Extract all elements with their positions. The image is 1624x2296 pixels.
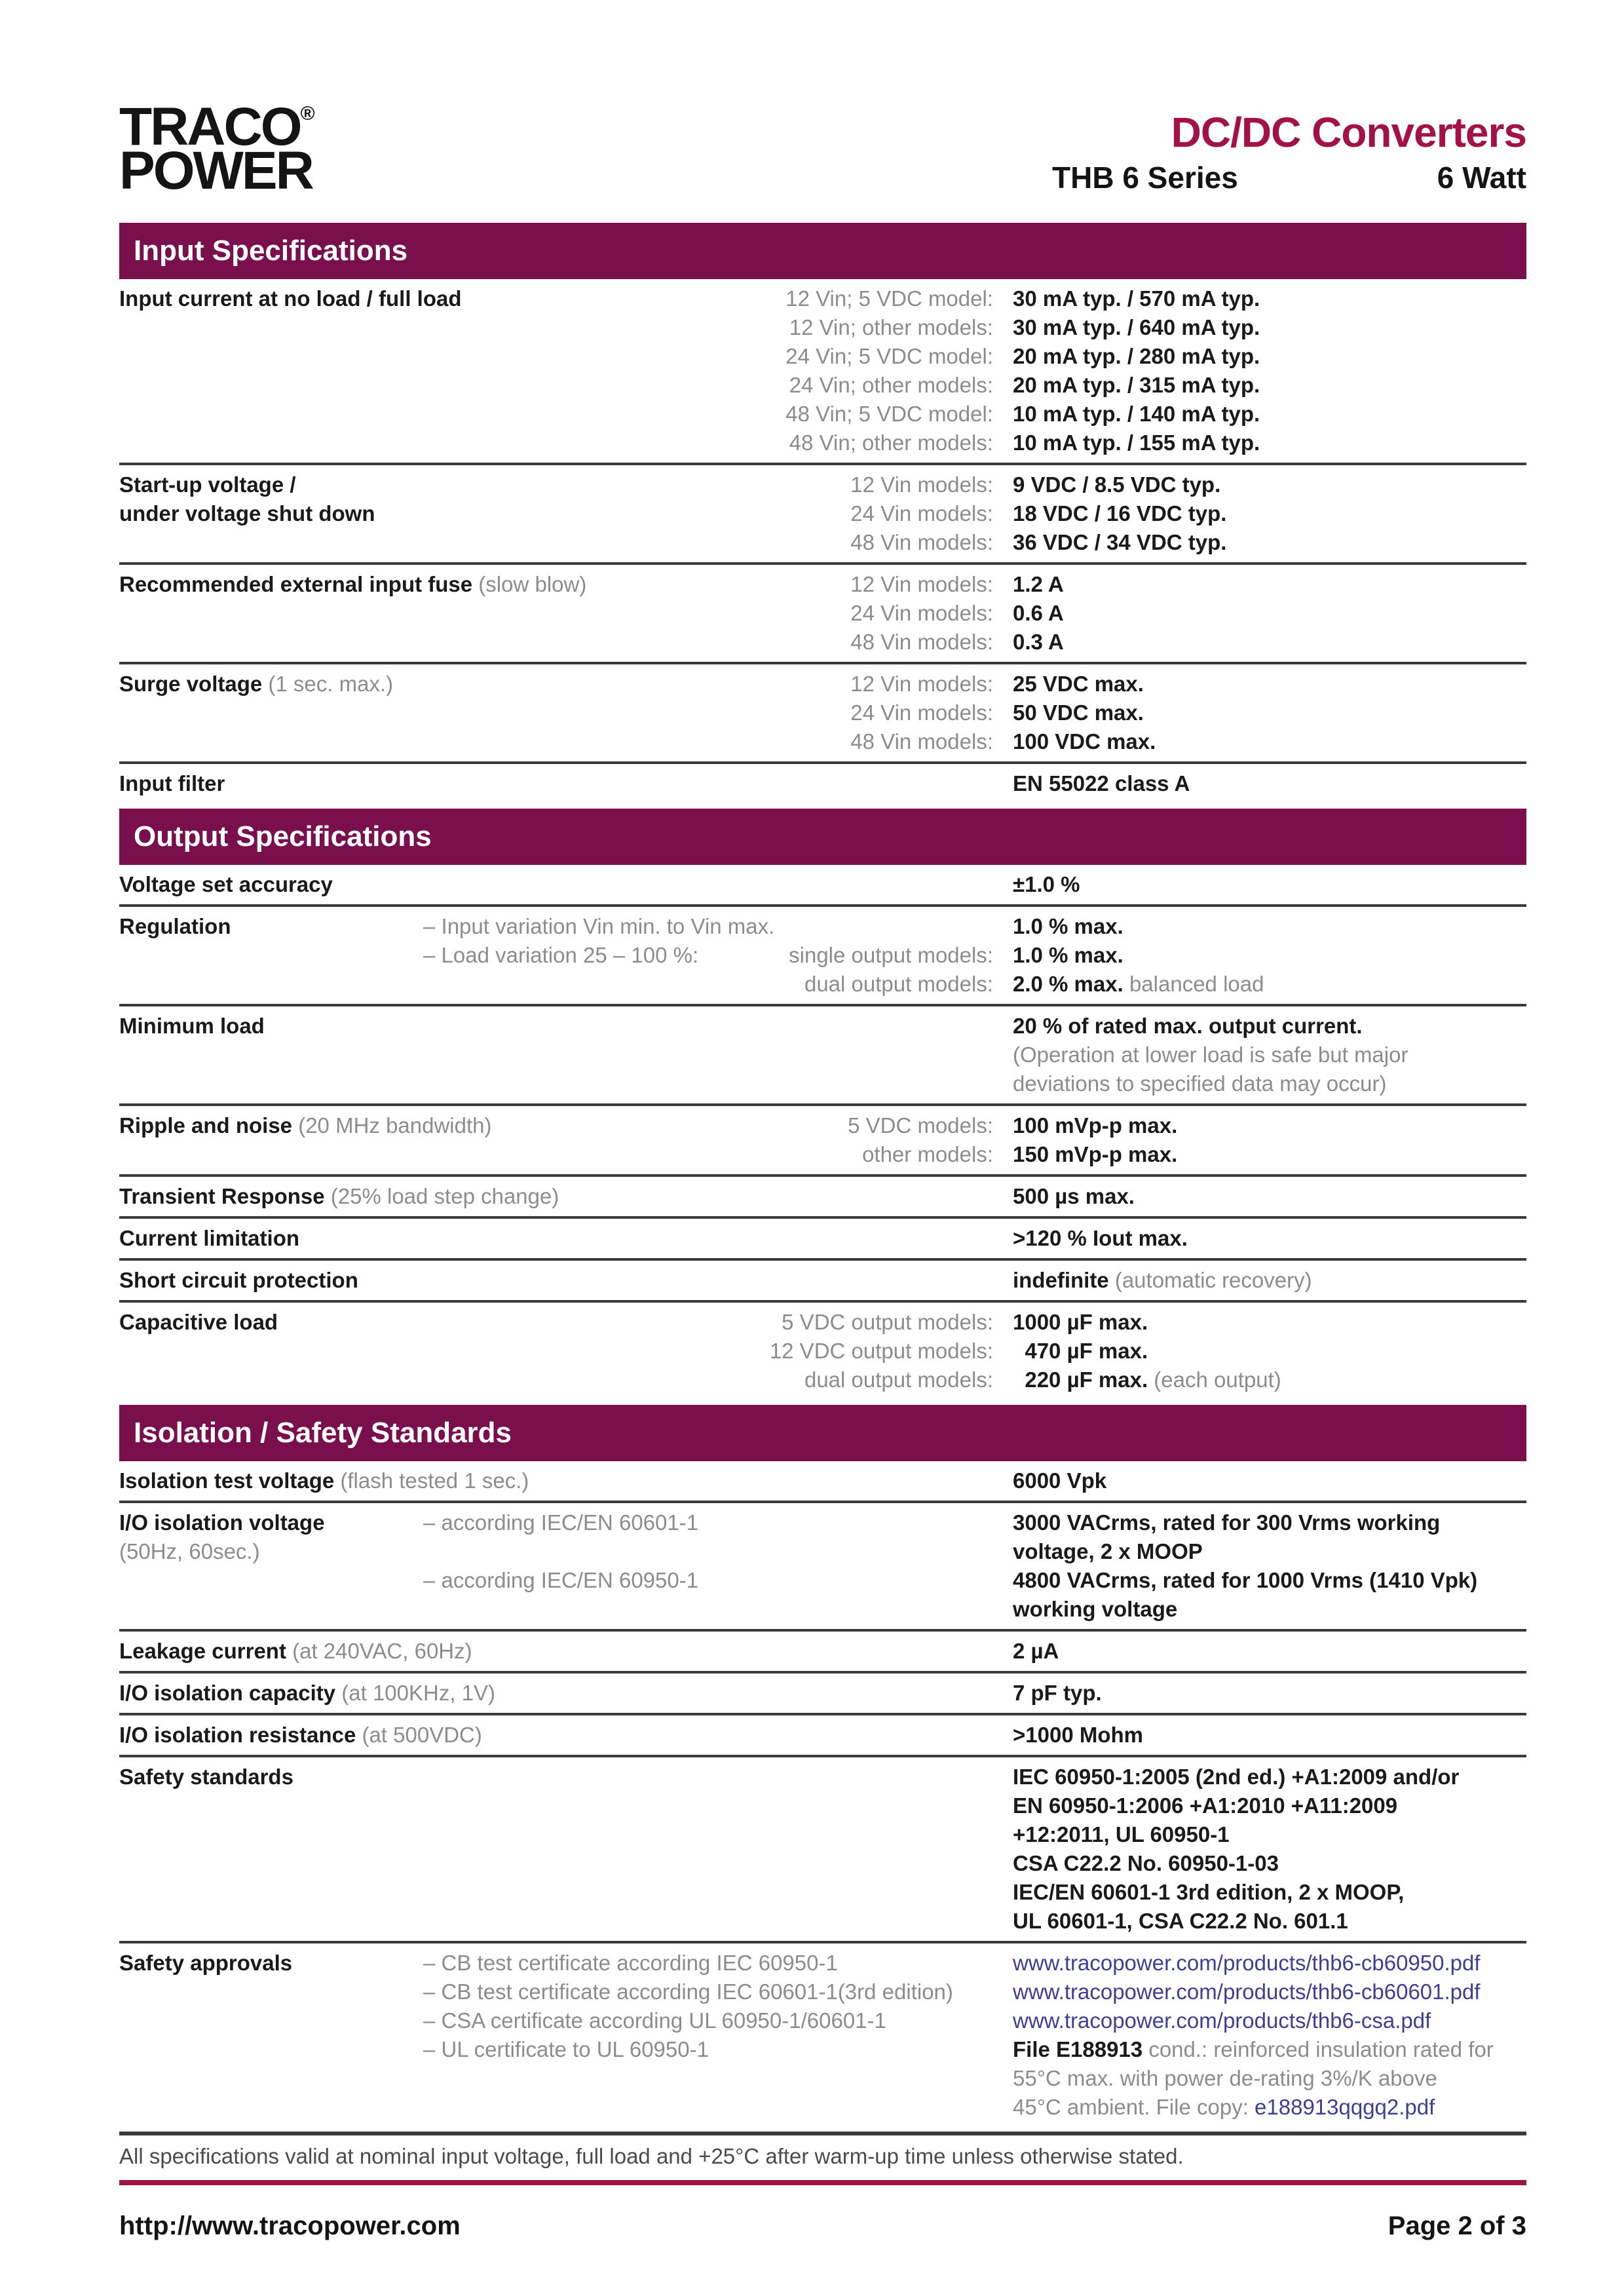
spec-line-left (423, 342, 993, 371)
spec-lines (423, 1224, 1526, 1253)
condition-label: – CB test certificate according IEC 60950-1 (423, 1951, 838, 1975)
page-bottom (119, 2132, 1526, 2241)
spec-value: CSA C22.2 No. 60950-1-03 (1013, 1851, 1279, 1875)
condition-label: – Load variation 25 – 100 %: (423, 943, 699, 967)
spec-line-left (423, 470, 993, 499)
spec-lines (423, 1508, 1526, 1624)
spec-row (119, 1106, 1526, 1177)
spec-line (423, 769, 1526, 798)
spec-line (423, 1012, 1526, 1041)
spec-value: 30 mA typ. / 640 mA typ. (1013, 315, 1260, 339)
spec-value: (Operation at lower load is safe but major (1013, 1043, 1408, 1067)
spec-line (423, 970, 1526, 999)
spec-line-left (423, 528, 993, 557)
spec-value: 25 VDC max. (1013, 672, 1144, 696)
spec-lines (423, 1466, 1526, 1495)
spec-label-line: Leakage current (at 240VAC, 60Hz) (119, 1639, 472, 1663)
spec-line-left (423, 1140, 993, 1169)
spec-value: 7 pF typ. (1013, 1681, 1102, 1705)
spec-line-left (423, 970, 993, 999)
spec-line-left (423, 670, 993, 698)
spec-label (119, 1111, 492, 1140)
spec-line-left (423, 400, 993, 429)
spec-line (423, 1069, 1526, 1098)
spec-line-left (423, 1366, 993, 1394)
spec-value: EN 60950-1:2006 +A1:2010 +A11:2009 (1013, 1793, 1398, 1818)
spec-value: 500 µs max. (1013, 1184, 1135, 1208)
spec-label (119, 470, 423, 528)
spec-value (1013, 1978, 1526, 2006)
spec-line-left (423, 912, 993, 941)
logo-line-power: POWER (119, 141, 312, 201)
spec-line (423, 342, 1526, 371)
spec-row (119, 1632, 1526, 1674)
spec-value: 55°C max. with power de-rating 3%/K above (1013, 2066, 1437, 2090)
spec-line-left (423, 570, 993, 599)
spec-value: 45°C ambient. File copy: e188913qqgq2.pdf (1013, 2095, 1435, 2119)
spec-label (119, 1182, 559, 1211)
spec-line-left (423, 499, 993, 528)
spec-value (1013, 1949, 1526, 1978)
condition-label: – according IEC/EN 60950-1 (423, 1568, 699, 1592)
spec-label (119, 1721, 482, 1750)
spec-line-left (423, 1949, 993, 1978)
wattage: 6 Watt (1437, 161, 1526, 195)
spec-value: ±1.0 % (1013, 872, 1080, 896)
spec-row (119, 1715, 1526, 1757)
spec-label (119, 1637, 472, 1666)
model-label: 24 Vin; 5 VDC model: (785, 344, 993, 368)
spec-line-left (423, 1308, 993, 1337)
link[interactable]: www.tracopower.com/products/thb6-cb60950.pdf (1013, 1951, 1481, 1975)
spec-lines (423, 1111, 1526, 1169)
spec-label (119, 1466, 529, 1495)
spec-lines (423, 1182, 1526, 1211)
spec-value: IEC 60950-1:2005 (2nd ed.) +A1:2009 and/or (1013, 1765, 1460, 1789)
spec-value: 150 mVp-p max. (1013, 1142, 1178, 1166)
spec-lines (423, 912, 1526, 999)
model-label: 48 Vin; other models: (789, 430, 993, 455)
spec-value: 36 VDC / 34 VDC typ. (1013, 530, 1227, 554)
spec-line (423, 1849, 1526, 1878)
spec-line (423, 941, 1526, 970)
spec-lines (423, 1637, 1526, 1666)
model-label: other models: (862, 1142, 993, 1166)
spec-label-line: Ripple and noise (20 MHz bandwidth) (119, 1113, 492, 1138)
spec-lines (423, 1949, 1526, 2122)
spec-value: 50 VDC max. (1013, 700, 1144, 725)
spec-line-left (423, 1566, 993, 1595)
spec-label-line: Transient Response (25% load step change) (119, 1184, 559, 1208)
model-label: dual output models: (804, 1368, 993, 1392)
spec-row (119, 1757, 1526, 1943)
spec-row (119, 664, 1526, 764)
spec-value: 0.6 A (1013, 601, 1064, 625)
spec-value: indefinite (automatic recovery) (1013, 1268, 1312, 1292)
spec-line (423, 1508, 1526, 1537)
spec-line-left (423, 2035, 993, 2064)
spec-value: 0.3 A (1013, 630, 1064, 654)
spec-row (119, 1461, 1526, 1503)
spec-row (119, 865, 1526, 907)
spec-value (1013, 2006, 1526, 2035)
spec-label (119, 670, 423, 698)
spec-line (423, 912, 1526, 941)
spec-value: EN 55022 class A (1013, 771, 1190, 795)
spec-label (119, 284, 462, 313)
spec-line-left (423, 2006, 993, 2035)
spec-line (423, 1721, 1526, 1750)
spec-label-line: Minimum load (119, 1014, 265, 1038)
spec-label-line: Current limitation (119, 1226, 300, 1250)
spec-value: 100 mVp-p max. (1013, 1113, 1178, 1138)
spec-lines (423, 1308, 1526, 1394)
spec-line (423, 1266, 1526, 1295)
spec-value: 20 % of rated max. output current. (1013, 1014, 1363, 1038)
spec-label-line: Start-up voltage / (119, 472, 296, 497)
spec-line (423, 1679, 1526, 1708)
spec-lines (423, 570, 1526, 657)
spec-value: 1.0 % max. (1013, 914, 1124, 938)
model-label: 24 Vin models: (850, 601, 993, 625)
spec-label-line: Safety standards (119, 1765, 293, 1789)
spec-line-left (423, 628, 993, 657)
spec-label (119, 570, 587, 599)
spec-sections (119, 223, 1526, 2127)
spec-line (423, 1182, 1526, 1211)
model-label: dual output models: (804, 972, 993, 996)
spec-value: UL 60601-1, CSA C22.2 No. 601.1 (1013, 1909, 1348, 1933)
spec-line (423, 470, 1526, 499)
condition-label: – Input variation Vin min. to Vin max. (423, 914, 775, 938)
spec-value: 10 mA typ. / 155 mA typ. (1013, 430, 1260, 455)
spec-line (423, 628, 1526, 657)
spec-value: 9 VDC / 8.5 VDC typ. (1013, 472, 1221, 497)
title-block (1052, 105, 1526, 195)
page-header (119, 97, 1526, 201)
spec-value: 10 mA typ. / 140 mA typ. (1013, 402, 1260, 426)
model-label: 24 Vin models: (850, 501, 993, 526)
spec-line (423, 313, 1526, 342)
spec-label-line: Voltage set accuracy (119, 872, 333, 896)
spec-value: 18 VDC / 16 VDC typ. (1013, 501, 1227, 526)
spec-value: 4800 VACrms, rated for 1000 Vrms (1410 Vpk) (1013, 1568, 1478, 1592)
model-label: 24 Vin; other models: (789, 373, 993, 397)
spec-label-line: I/O isolation resistance (at 500VDC) (119, 1723, 482, 1747)
spec-label (119, 1224, 423, 1253)
spec-line (423, 1595, 1526, 1624)
spec-lines (423, 1763, 1526, 1936)
spec-row (119, 1219, 1526, 1261)
spec-line (423, 727, 1526, 756)
spec-line (423, 2093, 1526, 2122)
spec-line (423, 1041, 1526, 1069)
spec-label-line: Surge voltage (1 sec. max.) (119, 672, 394, 696)
model-label: 24 Vin models: (850, 700, 993, 725)
model-label: 12 Vin; 5 VDC model: (785, 286, 993, 311)
spec-value: 220 µF max. (each output) (1013, 1368, 1281, 1392)
spec-lines (423, 1721, 1526, 1750)
spec-value: voltage, 2 x MOOP (1013, 1539, 1203, 1563)
model-label: 12 Vin; other models: (789, 315, 993, 339)
spec-value: 2 µA (1013, 1639, 1059, 1663)
model-label: 12 VDC output models: (769, 1339, 993, 1363)
spec-value: 470 µF max. (1013, 1339, 1148, 1363)
section-header-output-specifications: Output Specifications (119, 809, 1526, 865)
spec-line (423, 1140, 1526, 1169)
model-label: 5 VDC models: (848, 1113, 993, 1138)
spec-line (423, 870, 1526, 899)
spec-line (423, 1820, 1526, 1849)
section-input-specifications (119, 279, 1526, 803)
spec-line (423, 284, 1526, 313)
spec-line-left (423, 1337, 993, 1366)
spec-line (423, 429, 1526, 457)
spec-line (423, 1337, 1526, 1366)
link[interactable]: www.tracopower.com/products/thb6-csa.pdf (1013, 2008, 1431, 2033)
section-isolation-safety-standards (119, 1461, 1526, 2127)
footer-divider (119, 2180, 1526, 2185)
page-number: Page 2 of 3 (1388, 2211, 1526, 2240)
condition-label: – according IEC/EN 60601-1 (423, 1510, 699, 1535)
spec-row (119, 465, 1526, 565)
spec-line (423, 1366, 1526, 1394)
spec-line-left (423, 1508, 993, 1537)
spec-line (423, 1907, 1526, 1936)
spec-lines (423, 769, 1526, 798)
page-footer (119, 2211, 1526, 2241)
spec-row (119, 1303, 1526, 1400)
spec-line-left (423, 284, 993, 313)
footnote-text: All specifications valid at nominal input voltage, full load and +25°C after warm-up time unless otherwise stated. (119, 2144, 1184, 2168)
spec-line (423, 1949, 1526, 1978)
model-label: 48 Vin models: (850, 530, 993, 554)
spec-lines (423, 870, 1526, 899)
spec-value: 1.2 A (1013, 572, 1064, 596)
spec-value: 100 VDC max. (1013, 729, 1156, 754)
model-label: 12 Vin models: (850, 572, 993, 596)
spec-label-line: I/O isolation capacity (at 100KHz, 1V) (119, 1681, 496, 1705)
spec-label-line: Regulation (119, 914, 231, 938)
link[interactable]: www.tracopower.com/products/thb6-cb60601.pdf (1013, 1980, 1481, 2004)
spec-label-line: I/O isolation voltage (119, 1510, 325, 1535)
condition-label: – CB test certificate according IEC 60601-1(3rd edition) (423, 1980, 953, 2004)
spec-line (423, 1111, 1526, 1140)
spec-line (423, 1566, 1526, 1595)
spec-label-line: Short circuit protection (119, 1268, 358, 1292)
footer-url-link[interactable]: http://www.tracopower.com (119, 2211, 461, 2240)
spec-row (119, 764, 1526, 803)
model-label: 48 Vin; 5 VDC model: (785, 402, 993, 426)
spec-line (423, 1637, 1526, 1666)
spec-line (423, 1224, 1526, 1253)
section-header-input-specifications: Input Specifications (119, 223, 1526, 279)
spec-lines (423, 1266, 1526, 1295)
spec-label-line: Input current at no load / full load (119, 286, 462, 311)
spec-lines (423, 470, 1526, 557)
spec-value: 1.0 % max. (1013, 943, 1124, 967)
document-title: DC/DC Converters (1171, 109, 1526, 156)
spec-line (423, 670, 1526, 698)
spec-line (423, 2035, 1526, 2064)
spec-line (423, 499, 1526, 528)
spec-lines (423, 284, 1526, 457)
spec-label-line: Isolation test voltage (flash tested 1 sec.) (119, 1468, 529, 1493)
spec-value: IEC/EN 60601-1 3rd edition, 2 x MOOP, (1013, 1880, 1405, 1904)
spec-label (119, 769, 423, 798)
document-subtitle (1052, 160, 1526, 195)
spec-label (119, 1266, 423, 1295)
spec-label-line: (50Hz, 60sec.) (119, 1539, 260, 1563)
spec-line (423, 2006, 1526, 2035)
spec-value: >1000 Mohm (1013, 1723, 1143, 1747)
spec-row (119, 279, 1526, 465)
spec-row (119, 1177, 1526, 1219)
condition-label: – CSA certificate according UL 60950-1/60601-1 (423, 2008, 886, 2033)
link[interactable]: e188913qqgq2.pdf (1255, 2095, 1435, 2119)
model-label: 48 Vin models: (850, 630, 993, 654)
spec-line (423, 2064, 1526, 2093)
spec-label-line: Recommended external input fuse (slow blow) (119, 572, 587, 596)
spec-value: 20 mA typ. / 315 mA typ. (1013, 373, 1260, 397)
model-label: single output models: (789, 943, 993, 967)
spec-value: 30 mA typ. / 570 mA typ. (1013, 286, 1260, 311)
spec-line-left (423, 727, 993, 756)
spec-lines (423, 1679, 1526, 1708)
section-output-specifications (119, 865, 1526, 1400)
spec-line-left (423, 941, 993, 970)
spec-label-line: Safety approvals (119, 1951, 293, 1975)
spec-line-left (423, 429, 993, 457)
section-header-isolation-safety-standards: Isolation / Safety Standards (119, 1405, 1526, 1461)
spec-line (423, 1466, 1526, 1495)
spec-line (423, 599, 1526, 628)
spec-label-line: under voltage shut down (119, 501, 375, 526)
model-label: 12 Vin models: (850, 472, 993, 497)
logo-line-traco: TRACO® (119, 97, 315, 157)
spec-label (119, 1508, 423, 1566)
spec-label (119, 1949, 423, 1978)
spec-line (423, 698, 1526, 727)
spec-label-line: Input filter (119, 771, 225, 795)
spec-lines (423, 1012, 1526, 1098)
series-name: THB 6 Series (1052, 161, 1238, 195)
spec-line-left (423, 698, 993, 727)
spec-row (119, 1674, 1526, 1715)
spec-value: working voltage (1013, 1597, 1178, 1621)
spec-line-left (423, 599, 993, 628)
spec-label (119, 1308, 423, 1337)
spec-label (119, 1763, 423, 1791)
spec-value: 1000 µF max. (1013, 1310, 1148, 1334)
spec-row (119, 1006, 1526, 1106)
spec-label-line: Capacitive load (119, 1310, 278, 1334)
spec-line (423, 1537, 1526, 1566)
spec-value: >120 % Iout max. (1013, 1226, 1188, 1250)
spec-row (119, 565, 1526, 664)
spec-row (119, 1503, 1526, 1632)
registered-trademark-icon: ® (300, 103, 315, 124)
spec-line-left (423, 313, 993, 342)
spec-label (119, 912, 423, 941)
traco-power-logo (119, 97, 315, 201)
spec-value: File E188913 cond.: reinforced insulation rated for (1013, 2037, 1494, 2061)
spec-line (423, 1791, 1526, 1820)
spec-line-left (423, 1978, 993, 2006)
spec-value: 6000 Vpk (1013, 1468, 1107, 1493)
spec-line (423, 1308, 1526, 1337)
spec-line-left (423, 1111, 993, 1140)
spec-label (119, 870, 423, 899)
spec-row (119, 907, 1526, 1006)
spec-label (119, 1679, 496, 1708)
spec-line (423, 1878, 1526, 1907)
spec-value: deviations to specified data may occur) (1013, 1071, 1387, 1096)
spec-line (423, 371, 1526, 400)
model-label: 48 Vin models: (850, 729, 993, 754)
spec-line (423, 1978, 1526, 2006)
spec-row (119, 1943, 1526, 2127)
model-label: 12 Vin models: (850, 672, 993, 696)
spec-line (423, 400, 1526, 429)
model-label: 5 VDC output models: (782, 1310, 993, 1334)
spec-value: 3000 VACrms, rated for 300 Vrms working (1013, 1510, 1441, 1535)
spec-value: 20 mA typ. / 280 mA typ. (1013, 344, 1260, 368)
spec-line (423, 1763, 1526, 1791)
spec-line (423, 570, 1526, 599)
spec-label (119, 1012, 423, 1041)
spec-line-left (423, 371, 993, 400)
spec-line (423, 528, 1526, 557)
condition-label: – UL certificate to UL 60950-1 (423, 2037, 709, 2061)
spec-value: 2.0 % max. balanced load (1013, 972, 1264, 996)
spec-row (119, 1261, 1526, 1303)
spec-lines (423, 670, 1526, 756)
spec-value: +12:2011, UL 60950-1 (1013, 1822, 1230, 1846)
